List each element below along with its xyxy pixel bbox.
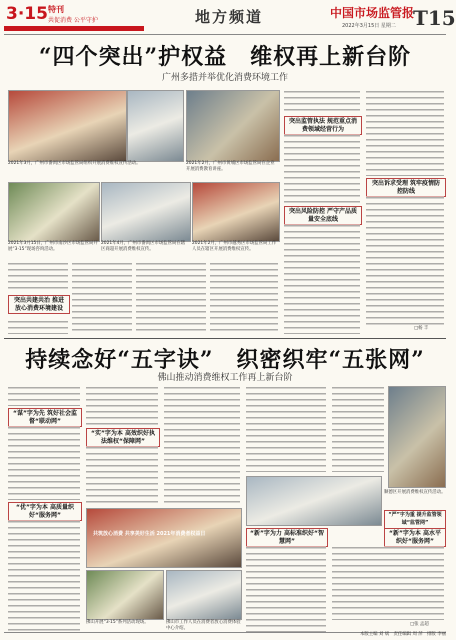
issue-date: 2022年3月15日 星期二 [342,23,396,29]
article2-subhead-3: “实”字为本 高效织好执法维权“保障网” [86,428,160,447]
section-title: 地方频道 [195,8,264,26]
article1-text-col5c [284,224,360,334]
photo-5 [101,182,191,242]
article2-subhead-1: “谋”字为先 筑好社会监督“联动网” [8,408,82,427]
article1-subhead-3: 突出风险防控 严守产品质量安全底线 [284,206,362,225]
photo-caption-5: 2021年2月，广州市越秀区市场监管局工作人员在辖区开展消费维权宣传。 [192,241,277,252]
column-label: 特刊 [48,5,64,14]
article2-title: 持续念好“五字诀” 织密织牢“五张网” [25,347,425,373]
photo-caption-7: 佛山市工作人员在消费者放心消费体验中心介绍。 [166,620,241,631]
article1-title: “四个突出”护权益 维权再上新台阶 [38,44,412,70]
article2-subhead-4: “新”字为力 高标准织好“智慧网” [246,528,328,547]
article2-text-col1c [8,520,80,632]
article2-subhead-5: “新”字为本 高水平织好“服务网” [384,528,446,547]
tagline: 共促消费 公平守护 [48,17,98,24]
article1-text-col5b [284,134,360,204]
article1-text-col1 [8,262,68,292]
brand-logo: 3·15 [6,4,48,24]
article1-subhead-1: 突出共建共治 推进放心消费环境建设 [8,295,70,314]
article2-subtitle: 佛山推动消费维权工作再上新台阶 [157,373,293,383]
article2-text-col1 [8,386,80,406]
article1-subhead-4: 突出诉求受理 筑牢疫情防控防线 [366,178,446,197]
photo-caption-1: 2021年3月，广州市番禺区市场监管局组织开展消费维权宣传活动。 [8,161,141,166]
banner-text: 共筑放心消费 共享美好生活 2021年消费者权益日 [93,531,206,537]
photo-1 [8,90,127,162]
article1-text-col4 [210,262,278,334]
photo-6 [192,182,280,242]
article1-text-col5 [284,90,360,114]
article1-text-col6b [366,196,444,326]
photo-3 [186,90,280,162]
footer-credits: 本版主编 刘 斌 责任编辑 周 萍 排版 李丽 [359,632,446,637]
photo-4 [8,182,100,242]
article1-text-col6 [366,90,444,176]
masthead [0,0,456,36]
article2-text-col4 [246,386,326,472]
article2-text-col2b [86,446,158,506]
photo-7 [86,570,164,620]
article2-sign: □张 孟超 [410,622,429,627]
article1-subtitle: 广州多措并举优化消费环境工作 [161,73,288,83]
photo-banner [86,508,242,568]
article2-text-col5 [332,386,384,472]
article2-text-col4b [246,546,326,632]
photo-caption-3: 2021年3月15日，广州市南沙区市场监管局开展“3·15”现场咨询活动。 [8,241,98,252]
photo-10 [388,386,446,488]
page-number: T15 [413,6,456,30]
photo-2 [127,90,184,162]
article2-subhead-6: “严”字为重 提升监管领域“监管网” [384,510,446,529]
article1-subhead-2: 突出监管执法 规范重点消费领域经营行为 [284,116,362,135]
divider [4,338,446,339]
photo-9 [246,476,382,526]
article1-text-col3 [136,262,206,334]
article2-text-col5b [332,546,444,620]
masthead-bar [4,26,144,31]
article2-text-col1b [8,426,80,500]
article2-subhead-2: “优”字为本 高质量织好“服务网” [8,502,82,521]
article1-text-col2 [72,262,132,334]
photo-caption-6: 佛山开展“3·15”系列活动现场。 [86,620,149,625]
article2-text-col2 [86,386,158,426]
divider [4,34,446,35]
photo-8 [166,570,242,620]
photo-caption-4: 2021年4月，广州市番禺区市场监管局在辖区商超开展消费维权宣传。 [101,241,186,252]
photo-caption-8: 顺德区开展消费维权宣传活动。 [384,490,446,495]
paper-name: 中国市场监管报 [330,6,415,20]
article1-text-col1b [8,320,68,334]
photo-caption-2: 2021年2月，广州市黄埔区市场监管局在企业开展消费教育讲座。 [186,161,275,172]
article2-text-col3 [164,386,240,506]
article1-sign: □杨 丰 [414,326,429,331]
